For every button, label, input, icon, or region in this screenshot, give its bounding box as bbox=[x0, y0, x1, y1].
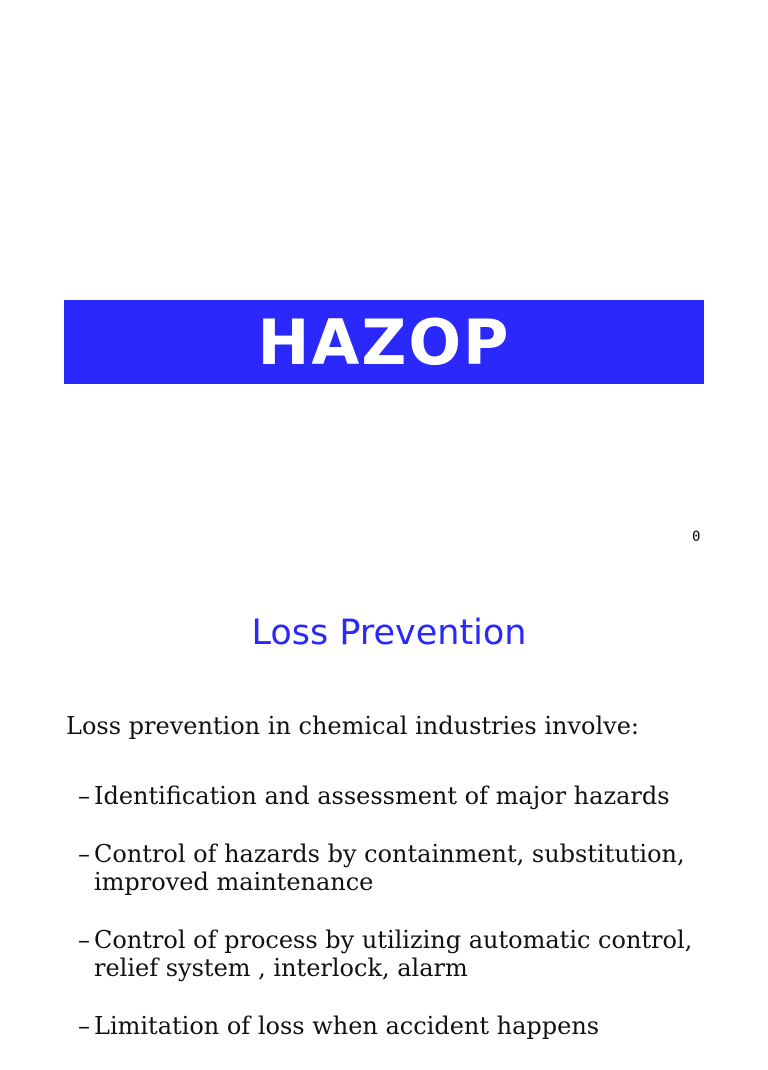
slide-title: HAZOP bbox=[257, 305, 511, 379]
bullet-dash: – bbox=[78, 840, 90, 868]
list-item bbox=[78, 840, 758, 896]
bullet-text: Limitation of loss when accident happens bbox=[94, 1012, 600, 1040]
title-banner bbox=[64, 300, 704, 384]
bullet-dash: – bbox=[78, 1012, 90, 1040]
bullet-dash: – bbox=[78, 926, 90, 954]
list-item bbox=[78, 926, 758, 982]
bullet-text: Control of hazards by containment, substitution, improved maintenance bbox=[94, 840, 685, 896]
bullet-text: Identification and assessment of major hazards bbox=[94, 782, 670, 810]
page-number: 0 bbox=[692, 529, 701, 545]
bullet-text: Control of process by utilizing automatic control, relief system , interlock, alarm bbox=[94, 926, 693, 982]
section-heading: Loss Prevention bbox=[251, 613, 527, 653]
bullet-dash: – bbox=[78, 782, 90, 810]
list-item bbox=[78, 1012, 758, 1040]
list-item bbox=[78, 782, 758, 810]
intro-text: Loss prevention in chemical industries involve: bbox=[66, 712, 639, 740]
bullet-list bbox=[78, 782, 758, 1070]
